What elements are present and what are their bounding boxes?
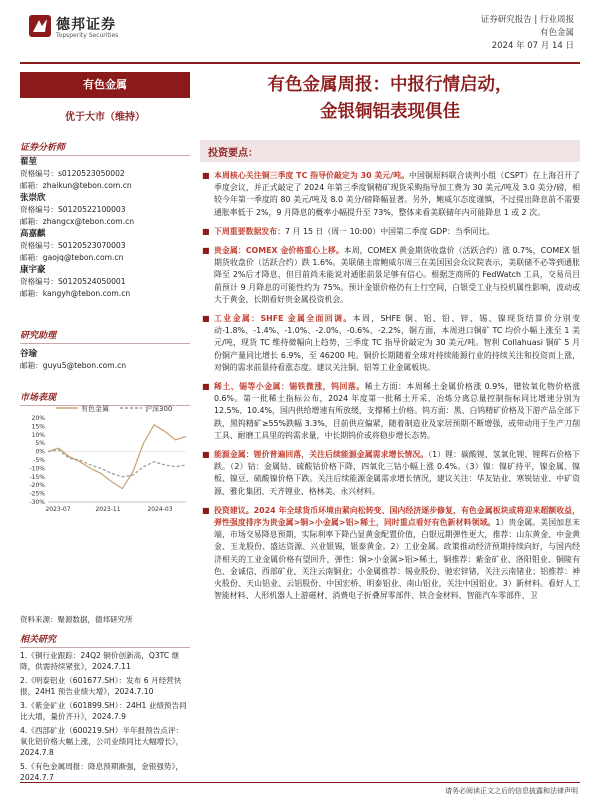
summary-header [200,140,580,162]
key-point [200,226,580,238]
x-tick-label: 2023-11 [95,506,121,513]
analyst-block [20,156,190,191]
title-line-1: 有色金属周报：中报行情启动， [267,75,513,95]
assistant-block [20,348,190,372]
key-point [200,505,580,603]
point-body: 7 月 15 日（周一 10:00）中国第二季度 GDP：当季同比。 [285,226,495,236]
report-title [200,72,580,126]
market-section-title: 市场表现 [20,390,190,406]
header-meta [481,14,574,53]
point-heading: 稀土、锡等小金属：锡铁微涨，钨回落。 [214,382,365,392]
analyst-section-title: 证券分析师 [20,140,190,156]
analyst-block [20,228,190,263]
related-report-link[interactable]: 1.《铜行业跟踪：24Q2 铜价创新高，Q3TC 继降，供需持续紧张》，2024.7.11 [20,651,180,671]
series-line-1 [48,425,186,489]
header-sector: 有色金属 [539,28,574,38]
y-tick-label: -10% [29,465,45,473]
key-point [200,313,580,374]
point-heading: 下周重要数据发布： [214,226,286,236]
y-tick-label: 10% [31,431,45,439]
analyst-name: 高嘉麒 [20,229,46,239]
analyst-block [20,192,190,227]
title-line-2: 金银铜铝表现俱佳 [320,102,460,122]
analyst-email[interactable]: 邮箱：kangyh@tebon.com.cn [20,288,131,298]
related-report-link[interactable]: 5.《有色金属周报：降息预期渐强，金银强势》，2024.7.7 [20,762,183,782]
x-tick-label: 2023-07 [45,506,71,513]
assistant-name: 谷瑜 [20,349,38,359]
analyst-block [20,264,190,299]
analyst-email[interactable]: 邮箱：gaojq@tebon.com.cn [20,252,124,262]
key-point [200,381,580,442]
bullet-icon: ■ [202,505,210,515]
y-tick-label: 0% [35,448,45,456]
related-report-link[interactable]: 2.《明泰铝业（601677.SH）：发布 6 月经营快报，24H1 预告业绩大增》，2024.7.10 [20,676,182,696]
logo-text: 德邦证券 [56,17,116,33]
x-tick-label: 2024-03 [147,506,173,513]
related-section-title: 相关研究 [20,632,190,648]
related-report-link[interactable]: 3.《紫金矿业（601899.SH）：24H1 业绩预告同比大增，量价齐升》，2024.7.9 [20,701,187,721]
analyst-cert: 资格编号：S0120523070003 [20,241,126,250]
point-body: 稀土方面：本周稀土金属价格涨 0.9%，镨钕氧化物价格涨 0.6%。第一批稀土指标公布，2024 年度第一批稀土开采、冶炼分离总量控制指标同比增速分别为 12.5%、10.4%，国内供给增速有所放缓，支撑稀土价格。钨方面：黑、白钨精矿价格及下游产品全部下跌，黑钨精矿≥55%跌幅 3.3%，目前供应偏紧，随着制造业及家居预期不断增强，或带动用于生产刀削工具、耐磨工具里的钨需求量，中长期钨价或将稳步增长态势。 [214,382,580,440]
key-point [200,170,580,219]
y-tick-label: 15% [31,423,45,431]
related-report-link[interactable]: 4.《西部矿业（600219.SH）半年报预告点评：氧化铝价格大幅上涨，公司业绩同比大幅增长》，2024.7.8 [20,726,184,757]
point-body: 本周，COMEX 黄金期货收盘价（活跃合约）涨 0.7%，COMEX 银期货收盘价（活跃合约）跌 1.6%。美联储主席鲍威尔周三在美国国会众议院表示，美联储不必等到通胀降至 2%后才降息，但目前尚未能说对通胀前景足够有信心。根据芝商所的 FedWatch 工具，交易员目前预计 9 月降息的可能性约为 75%。预计金银价格仍有上行空间，白银受工业与投机属性影响，波动或大于黄金，长期看好贵金属投资机会。 [214,246,580,304]
footer-disclaimer: 请务必阅读正文之后的信息披露和法律声明 [445,787,578,795]
sector-banner: 有色金属 [20,72,190,98]
point-body: 本周，SHFE 铜、铝、铅、锌、锡、镍现货结算价分别变动-1.8%、-1.4%、-1.0%、-2.0%、-0.6%、-2.2%，铜方面，本周进口铜矿 TC 均价小幅上涨至 1 美元/吨，现货 TC 维持微幅向上趋势，三季度 TC 指导价敲定为 30 美元/吨。智利 Collahuasi 铜矿 5 月份铜产量同比增长 6.9%，至 46200 吨。铜价长期随着全球对持续能源行业的持续关注和投资而上涨，对铜的需求前景持看涨态度。建议关注铜、铝等工业金属板块。 [214,314,580,372]
key-point [200,245,580,306]
point-heading: 工业金属：SHFE 金属全面回调。 [214,314,353,324]
rating: 优于大市（维持） [65,112,145,123]
summary-label: 投资要点： [208,148,258,159]
y-tick-label: -5% [33,457,45,464]
chart-source-note: 资料来源：聚源数据，德邦研究所 [20,615,133,624]
point-body: （1）锂：碳酸锂、氢氧化锂、锂辉石价格下跌。（2）钴：金属钴、硫酸钴价格下降，四氧化三钴小幅上涨 0.4%。（3）镍：镍矿持平，镍金属、镍板、镍豆、硫酸镍价格下跌。关注后续能源金属需求增长情况，建议关注：华友钴业、寒锐钴业、中矿资源、雅化集团、天齐锂业、格林美、永兴材料。 [214,450,580,496]
analyst-name: 张崇欣 [20,193,46,203]
y-tick-label: -30% [29,499,45,506]
y-tick-label: -15% [29,473,45,481]
bullet-icon: ■ [202,226,210,236]
series-line-2 [48,450,186,477]
bullet-icon: ■ [202,382,210,392]
legend-label: 有色金属 [81,405,109,413]
bullet-icon: ■ [202,314,210,324]
assistant-section-title: 研究助理 [20,328,190,344]
y-tick-label: -25% [29,490,45,498]
header-divider [20,62,580,64]
assistant-email[interactable]: 邮箱：guyu5@tebon.com.cn [20,361,127,370]
point-body: 中国铜原料联合谈判小组（CSPT）在上海召开了季度会议，并正式敲定了 2024 年第三季度铜精矿现货采购指导加工费为 30 美元/吨及 3.0 美分/磅，相较今年第一季度的 80 美元/吨及 8.0 美分/磅降幅显著。另外，鲍威尔态度谨慎，不过提出降息前不需要通胀率低于 2%，9 月降息的概率小幅提升至 73%，整体来看美联储年内可能降息 1 或 2 次。 [214,171,580,217]
sidebar [20,72,190,403]
page-header [0,0,600,68]
report-type: 证券研究报告 | 行业周报 [480,15,574,25]
bullet-icon: ■ [202,450,210,460]
analyst-cert: 资格编号：S0120522100003 [20,205,126,214]
analyst-name: 康宇豪 [20,265,46,275]
analyst-cert: 资格编号：s0120523050002 [20,169,125,178]
analyst-email[interactable]: 邮箱：zhaikun@tebon.com.cn [20,180,132,190]
y-tick-label: 20% [31,415,45,422]
point-heading: 能源金属：锂价普遍回落，关注后续能源金属需求增长情况。 [214,450,429,460]
y-tick-label: 5% [35,440,45,448]
market-performance-chart [20,400,190,520]
analyst-name: 翟堃 [20,157,38,167]
footer-divider [20,782,580,783]
point-heading: 投资建议。2024 年全球货币环境由紧向松转变、国内经济逐步修复，有色金属板块或将迎来超额收益，弹性强度排序为贵金属>铜>小金属>铝>稀土，同时重点看好有色新材料领域。 [214,505,580,528]
legend-label: 沪深300 [145,405,173,413]
bullet-icon: ■ [202,171,210,180]
key-point [200,449,580,498]
bullet-icon: ■ [202,246,210,256]
report-date: 2024 年 07 月 14 日 [491,41,574,51]
tebon-logo-icon [28,14,52,38]
point-heading: 本周核心关注铜三季度 TC 指导价敲定为 30 美元/吨。 [214,171,410,180]
analyst-cert: 资格编号：S0120524050001 [20,277,126,286]
related-reports-list [20,650,190,786]
logo-english: Topsperity Securities [56,32,119,39]
point-heading: 贵金属：COMEX 金价格重心上移。 [214,246,344,256]
analyst-email[interactable]: 邮箱：zhangcx@tebon.com.cn [20,216,135,226]
key-points [200,170,580,610]
point-body: 1）贵金属。美国加息末端，市场交易降息预期，实际利率下降凸显黄金配置价值，白银远期弹性更大，推荐：山东黄金、中金黄金、玉龙股份、盛达资源、兴业银锡，银泰黄金。2）工业金属。政策推动经济预期持续向好，与国内经济相关的工业金属价格有望回升，弹性：铜>小金属>铝>稀土，铜推荐：紫金矿业、洛阳钼业、铜陵有色、金诚信、西部矿业，关注云南铜业；小金属推荐：锡业股份、驰宏锌锗，关注云南锗业；铝推荐：神火股份、天山铝业、云铝股份、中国宏桥、明泰铝业、南山铝业，关注中国铝业。3）新材料。看好人工智能材料、人形机器人上游磁材、消费电子折叠屏零部件、铁合金材料、智能汽车零部件、卫 [214,518,580,601]
y-tick-label: -20% [29,482,45,490]
